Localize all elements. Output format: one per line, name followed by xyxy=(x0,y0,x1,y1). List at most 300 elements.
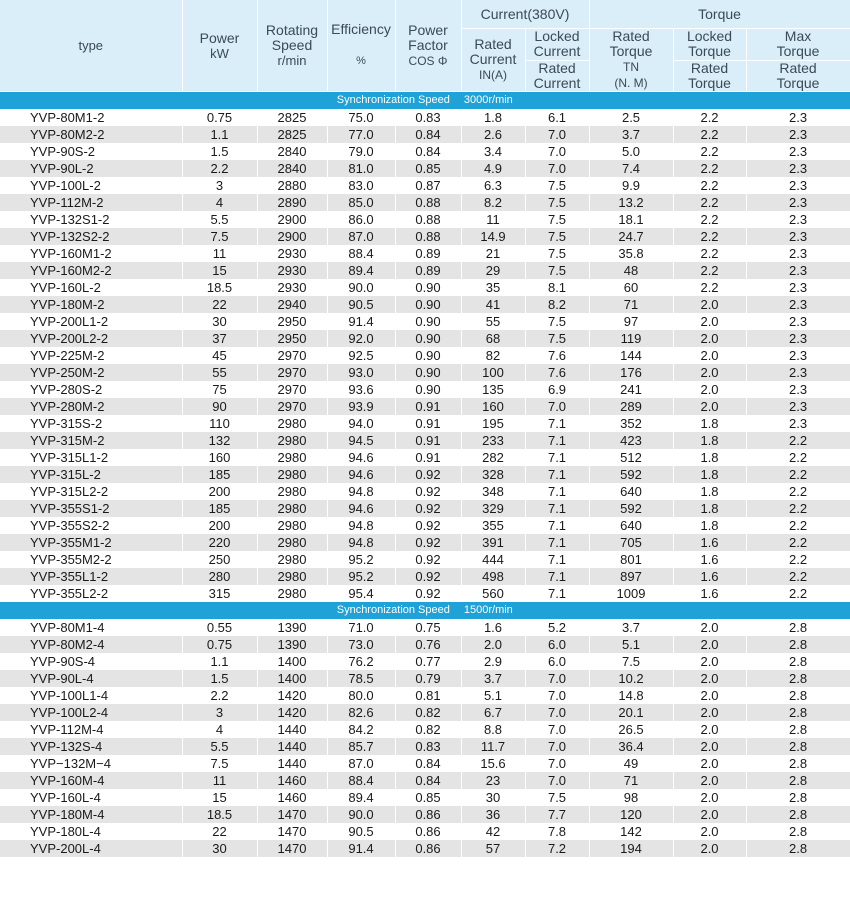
table-cell: 1390 xyxy=(257,636,327,653)
table-cell: 94.6 xyxy=(327,449,395,466)
table-cell: 2950 xyxy=(257,330,327,347)
table-cell: 7.5 xyxy=(525,228,589,245)
table-cell: 57 xyxy=(461,840,525,857)
table-cell: 2.0 xyxy=(673,704,746,721)
table-cell: 8.2 xyxy=(461,194,525,211)
table-cell: 2.0 xyxy=(673,364,746,381)
table-cell: 0.83 xyxy=(395,109,461,126)
table-cell: 7.0 xyxy=(525,721,589,738)
table-cell: 2.3 xyxy=(746,211,850,228)
table-cell: 1420 xyxy=(257,687,327,704)
table-cell: 90.5 xyxy=(327,823,395,840)
table-row xyxy=(0,670,850,687)
table-cell: 7.0 xyxy=(525,143,589,160)
header-locked-torque: Locked Torque xyxy=(673,29,746,61)
table-cell: 7.0 xyxy=(525,687,589,704)
table-cell: 2.0 xyxy=(461,636,525,653)
table-cell: 7.4 xyxy=(589,160,673,177)
cell-type: YVP-90S-4 xyxy=(0,653,182,670)
table-cell: 1390 xyxy=(257,619,327,636)
table-cell: 2.3 xyxy=(746,398,850,415)
table-cell: 119 xyxy=(589,330,673,347)
table-cell: 1.8 xyxy=(673,432,746,449)
table-cell: 14.8 xyxy=(589,687,673,704)
cell-type: YVP−132M−4 xyxy=(0,755,182,772)
table-cell: 1.8 xyxy=(673,415,746,432)
table-row xyxy=(0,177,850,194)
table-cell: 7.0 xyxy=(525,126,589,143)
table-cell: 26.5 xyxy=(589,721,673,738)
table-cell: 2840 xyxy=(257,143,327,160)
table-cell: 2.3 xyxy=(746,330,850,347)
table-cell: 7.1 xyxy=(525,534,589,551)
table-cell: 2970 xyxy=(257,398,327,415)
header-torque: Torque xyxy=(589,0,850,29)
table-cell: 315 xyxy=(182,585,257,602)
table-cell: 95.4 xyxy=(327,585,395,602)
table-cell: 4 xyxy=(182,194,257,211)
table-row xyxy=(0,245,850,262)
header-rated-current: Rated Current IN(A) xyxy=(461,29,525,92)
table-body xyxy=(0,92,850,858)
table-cell: 2.0 xyxy=(673,381,746,398)
table-cell: 6.1 xyxy=(525,109,589,126)
table-cell: 86.0 xyxy=(327,211,395,228)
table-cell: 2.8 xyxy=(746,636,850,653)
table-cell: 6.7 xyxy=(461,704,525,721)
table-cell: 13.2 xyxy=(589,194,673,211)
table-cell: 3.7 xyxy=(589,126,673,143)
table-cell: 35.8 xyxy=(589,245,673,262)
table-cell: 7.0 xyxy=(525,398,589,415)
table-cell: 0.91 xyxy=(395,398,461,415)
table-cell: 11 xyxy=(461,211,525,228)
table-cell: 0.81 xyxy=(395,687,461,704)
table-cell: 512 xyxy=(589,449,673,466)
cell-type: YVP-100L-2 xyxy=(0,177,182,194)
table-cell: 75.0 xyxy=(327,109,395,126)
table-cell: 2.8 xyxy=(746,704,850,721)
table-cell: 2.8 xyxy=(746,823,850,840)
table-cell: 329 xyxy=(461,500,525,517)
cell-type: YVP-280S-2 xyxy=(0,381,182,398)
table-row xyxy=(0,500,850,517)
header-rated-torque: Rated Torque TN (N. M) xyxy=(589,29,673,92)
table-cell: 22 xyxy=(182,823,257,840)
section-speed: 1500r/min xyxy=(463,604,513,616)
table-cell: 5.5 xyxy=(182,738,257,755)
cell-type: YVP-80M1-4 xyxy=(0,619,182,636)
table-cell: 185 xyxy=(182,466,257,483)
table-cell: 2.8 xyxy=(746,840,850,857)
table-row xyxy=(0,398,850,415)
table-cell: 0.75 xyxy=(182,109,257,126)
cell-type: YVP-132S1-2 xyxy=(0,211,182,228)
table-cell: 1009 xyxy=(589,585,673,602)
cell-type: YVP-355S2-2 xyxy=(0,517,182,534)
table-cell: 2.2 xyxy=(746,534,850,551)
cell-type: YVP-100L1-4 xyxy=(0,687,182,704)
table-cell: 15 xyxy=(182,262,257,279)
cell-type: YVP-315L-2 xyxy=(0,466,182,483)
table-cell: 2840 xyxy=(257,160,327,177)
cell-type: YVP-160L-2 xyxy=(0,279,182,296)
table-cell: 2.2 xyxy=(746,483,850,500)
table-cell: 2.3 xyxy=(746,279,850,296)
header-max-torque-rated: Rated Torque xyxy=(746,60,850,92)
table-cell: 82 xyxy=(461,347,525,364)
table-cell: 2880 xyxy=(257,177,327,194)
table-cell: 282 xyxy=(461,449,525,466)
table-cell: 85.7 xyxy=(327,738,395,755)
table-cell: 0.85 xyxy=(395,789,461,806)
table-cell: 2.6 xyxy=(461,126,525,143)
table-cell: 90.0 xyxy=(327,279,395,296)
table-cell: 71 xyxy=(589,296,673,313)
table-cell: 2970 xyxy=(257,381,327,398)
table-cell: 5.0 xyxy=(589,143,673,160)
table-cell: 8.8 xyxy=(461,721,525,738)
table-cell: 60 xyxy=(589,279,673,296)
table-cell: 0.76 xyxy=(395,636,461,653)
table-cell: 2.2 xyxy=(746,551,850,568)
cell-type: YVP-280M-2 xyxy=(0,398,182,415)
cell-type: YVP-315S-2 xyxy=(0,415,182,432)
table-cell: 2.2 xyxy=(182,160,257,177)
table-cell: 1.5 xyxy=(182,143,257,160)
table-row xyxy=(0,330,850,347)
table-cell: 7.5 xyxy=(525,330,589,347)
table-cell: 2930 xyxy=(257,279,327,296)
table-cell: 91.4 xyxy=(327,840,395,857)
table-cell: 1.1 xyxy=(182,126,257,143)
table-cell: 93.9 xyxy=(327,398,395,415)
table-cell: 2930 xyxy=(257,245,327,262)
table-cell: 7.2 xyxy=(525,840,589,857)
table-cell: 3.4 xyxy=(461,143,525,160)
table-cell: 3 xyxy=(182,177,257,194)
table-row xyxy=(0,721,850,738)
table-cell: 6.0 xyxy=(525,636,589,653)
table-cell: 7.5 xyxy=(525,313,589,330)
table-cell: 55 xyxy=(182,364,257,381)
table-cell: 6.3 xyxy=(461,177,525,194)
cell-type: YVP-80M1-2 xyxy=(0,109,182,126)
table-row xyxy=(0,432,850,449)
table-cell: 2.3 xyxy=(746,313,850,330)
table-row xyxy=(0,534,850,551)
cell-type: YVP-180L-4 xyxy=(0,823,182,840)
table-cell: 0.92 xyxy=(395,500,461,517)
table-cell: 280 xyxy=(182,568,257,585)
table-cell: 7.0 xyxy=(525,772,589,789)
table-cell: 0.89 xyxy=(395,245,461,262)
table-cell: 1420 xyxy=(257,704,327,721)
table-cell: 200 xyxy=(182,483,257,500)
table-cell: 7.1 xyxy=(525,483,589,500)
table-cell: 2.2 xyxy=(182,687,257,704)
table-cell: 1470 xyxy=(257,806,327,823)
table-cell: 2.2 xyxy=(673,279,746,296)
table-cell: 82.6 xyxy=(327,704,395,721)
table-cell: 705 xyxy=(589,534,673,551)
table-cell: 2.0 xyxy=(673,347,746,364)
table-row xyxy=(0,381,850,398)
table-cell: 0.86 xyxy=(395,840,461,857)
table-cell: 2.0 xyxy=(673,755,746,772)
table-cell: 7.5 xyxy=(525,177,589,194)
table-cell: 132 xyxy=(182,432,257,449)
table-cell: 897 xyxy=(589,568,673,585)
table-cell: 2.3 xyxy=(746,160,850,177)
table-cell: 2980 xyxy=(257,568,327,585)
table-cell: 88.4 xyxy=(327,772,395,789)
table-cell: 2.2 xyxy=(673,211,746,228)
cell-type: YVP-80M2-4 xyxy=(0,636,182,653)
table-cell: 0.84 xyxy=(395,126,461,143)
table-cell: 21 xyxy=(461,245,525,262)
table-cell: 1400 xyxy=(257,670,327,687)
table-cell: 0.86 xyxy=(395,806,461,823)
table-cell: 2.2 xyxy=(673,177,746,194)
table-cell: 0.55 xyxy=(182,619,257,636)
table-cell: 289 xyxy=(589,398,673,415)
table-cell: 0.84 xyxy=(395,772,461,789)
table-row xyxy=(0,636,850,653)
table-cell: 15 xyxy=(182,789,257,806)
table-cell: 7.1 xyxy=(525,517,589,534)
table-row xyxy=(0,806,850,823)
table-cell: 30 xyxy=(182,313,257,330)
table-cell: 7.5 xyxy=(589,653,673,670)
table-cell: 7.5 xyxy=(525,262,589,279)
table-cell: 348 xyxy=(461,483,525,500)
table-cell: 2.2 xyxy=(673,160,746,177)
table-cell: 95.2 xyxy=(327,551,395,568)
cell-type: YVP-355M1-2 xyxy=(0,534,182,551)
table-cell: 92.5 xyxy=(327,347,395,364)
table-cell: 7.1 xyxy=(525,466,589,483)
table-cell: 0.87 xyxy=(395,177,461,194)
table-cell: 1.6 xyxy=(673,534,746,551)
table-cell: 7.0 xyxy=(525,704,589,721)
header-speed: Rotating Speed r/min xyxy=(257,0,327,92)
table-row xyxy=(0,823,850,840)
table-cell: 2980 xyxy=(257,432,327,449)
table-cell: 2.2 xyxy=(673,143,746,160)
table-cell: 78.5 xyxy=(327,670,395,687)
table-cell: 592 xyxy=(589,466,673,483)
table-cell: 41 xyxy=(461,296,525,313)
table-cell: 2980 xyxy=(257,483,327,500)
table-cell: 36 xyxy=(461,806,525,823)
cell-type: YVP-180M-2 xyxy=(0,296,182,313)
table-cell: 2980 xyxy=(257,415,327,432)
table-cell: 3 xyxy=(182,704,257,721)
table-cell: 2.8 xyxy=(746,619,850,636)
table-cell: 0.92 xyxy=(395,534,461,551)
header-current: Current(380V) xyxy=(461,0,589,29)
table-row xyxy=(0,738,850,755)
table-cell: 1460 xyxy=(257,772,327,789)
table-cell: 93.0 xyxy=(327,364,395,381)
table-cell: 7.1 xyxy=(525,551,589,568)
table-cell: 14.9 xyxy=(461,228,525,245)
table-cell: 55 xyxy=(461,313,525,330)
cell-type: YVP-355S1-2 xyxy=(0,500,182,517)
table-cell: 85.0 xyxy=(327,194,395,211)
table-cell: 801 xyxy=(589,551,673,568)
table-cell: 144 xyxy=(589,347,673,364)
table-cell: 0.77 xyxy=(395,653,461,670)
table-cell: 1.8 xyxy=(673,466,746,483)
table-cell: 48 xyxy=(589,262,673,279)
table-row xyxy=(0,143,850,160)
table-cell: 0.91 xyxy=(395,415,461,432)
table-cell: 29 xyxy=(461,262,525,279)
table-cell: 98 xyxy=(589,789,673,806)
table-cell: 2.0 xyxy=(673,789,746,806)
table-cell: 0.90 xyxy=(395,347,461,364)
table-cell: 1470 xyxy=(257,823,327,840)
table-cell: 2.0 xyxy=(673,738,746,755)
table-cell: 2.0 xyxy=(673,398,746,415)
header-type: type xyxy=(0,0,182,92)
table-row xyxy=(0,568,850,585)
table-row xyxy=(0,585,850,602)
table-cell: 36.4 xyxy=(589,738,673,755)
table-cell: 4.9 xyxy=(461,160,525,177)
table-cell: 2.3 xyxy=(746,415,850,432)
table-cell: 2.3 xyxy=(746,194,850,211)
table-cell: 6.0 xyxy=(525,653,589,670)
table-cell: 1.1 xyxy=(182,653,257,670)
header-power-factor: Power Factor COS Φ xyxy=(395,0,461,92)
table-cell: 185 xyxy=(182,500,257,517)
table-cell: 160 xyxy=(182,449,257,466)
cell-type: YVP-80M2-2 xyxy=(0,126,182,143)
table-cell: 2.2 xyxy=(673,126,746,143)
table-cell: 79.0 xyxy=(327,143,395,160)
table-cell: 71.0 xyxy=(327,619,395,636)
table-cell: 22 xyxy=(182,296,257,313)
table-cell: 0.88 xyxy=(395,194,461,211)
table-cell: 423 xyxy=(589,432,673,449)
section-header xyxy=(0,602,850,619)
table-cell: 24.7 xyxy=(589,228,673,245)
table-cell: 30 xyxy=(461,789,525,806)
cell-type: YVP-90S-2 xyxy=(0,143,182,160)
table-cell: 94.6 xyxy=(327,466,395,483)
table-cell: 0.88 xyxy=(395,211,461,228)
table-cell: 7.5 xyxy=(525,211,589,228)
table-cell: 1460 xyxy=(257,789,327,806)
table-cell: 77.0 xyxy=(327,126,395,143)
cell-type: YVP-250M-2 xyxy=(0,364,182,381)
cell-type: YVP-355L1-2 xyxy=(0,568,182,585)
table-cell: 1.5 xyxy=(182,670,257,687)
table-row xyxy=(0,364,850,381)
table-cell: 2.0 xyxy=(673,806,746,823)
header-max-torque: Max Torque xyxy=(746,29,850,61)
table-cell: 49 xyxy=(589,755,673,772)
table-cell: 2.8 xyxy=(746,670,850,687)
table-cell: 1.6 xyxy=(673,551,746,568)
table-cell: 7.0 xyxy=(525,670,589,687)
table-cell: 110 xyxy=(182,415,257,432)
table-cell: 7.6 xyxy=(525,364,589,381)
header-locked-current: Locked Current xyxy=(525,29,589,61)
table-cell: 0.90 xyxy=(395,364,461,381)
table-cell: 7.5 xyxy=(525,245,589,262)
table-cell: 11 xyxy=(182,245,257,262)
table-cell: 1.8 xyxy=(673,500,746,517)
table-cell: 2.3 xyxy=(746,381,850,398)
table-cell: 89.4 xyxy=(327,789,395,806)
table-cell: 9.9 xyxy=(589,177,673,194)
table-row xyxy=(0,653,850,670)
table-cell: 5.1 xyxy=(461,687,525,704)
table-cell: 2900 xyxy=(257,228,327,245)
table-cell: 15.6 xyxy=(461,755,525,772)
section-label: Synchronization Speed xyxy=(336,94,450,106)
table-cell: 0.83 xyxy=(395,738,461,755)
table-cell: 7.0 xyxy=(525,738,589,755)
table-cell: 2.3 xyxy=(746,126,850,143)
table-cell: 2.0 xyxy=(673,670,746,687)
table-cell: 2.0 xyxy=(673,313,746,330)
table-cell: 97 xyxy=(589,313,673,330)
table-cell: 2.0 xyxy=(673,721,746,738)
table-cell: 0.84 xyxy=(395,143,461,160)
table-cell: 7.1 xyxy=(525,585,589,602)
cell-type: YVP-160M-4 xyxy=(0,772,182,789)
cell-type: YVP-112M-2 xyxy=(0,194,182,211)
table-cell: 0.90 xyxy=(395,330,461,347)
section-header xyxy=(0,92,850,110)
cell-type: YVP-100L2-4 xyxy=(0,704,182,721)
table-cell: 7.6 xyxy=(525,347,589,364)
table-cell: 0.90 xyxy=(395,313,461,330)
table-cell: 2.2 xyxy=(673,262,746,279)
table-cell: 1.8 xyxy=(673,517,746,534)
table-row xyxy=(0,755,850,772)
table-cell: 7.0 xyxy=(525,755,589,772)
table-cell: 94.6 xyxy=(327,500,395,517)
table-cell: 37 xyxy=(182,330,257,347)
table-cell: 135 xyxy=(461,381,525,398)
table-row xyxy=(0,449,850,466)
table-cell: 0.91 xyxy=(395,432,461,449)
cell-type: YVP-200L2-2 xyxy=(0,330,182,347)
table-cell: 2.2 xyxy=(746,500,850,517)
table-cell: 0.88 xyxy=(395,228,461,245)
table-cell: 2970 xyxy=(257,364,327,381)
table-cell: 2.8 xyxy=(746,653,850,670)
table-cell: 20.1 xyxy=(589,704,673,721)
table-cell: 2.0 xyxy=(673,636,746,653)
table-cell: 2.0 xyxy=(673,653,746,670)
table-cell: 2.2 xyxy=(746,449,850,466)
table-cell: 94.0 xyxy=(327,415,395,432)
table-cell: 71 xyxy=(589,772,673,789)
table-cell: 0.82 xyxy=(395,721,461,738)
table-cell: 2.2 xyxy=(746,568,850,585)
table-cell: 200 xyxy=(182,517,257,534)
table-cell: 2.8 xyxy=(746,721,850,738)
table-cell: 2980 xyxy=(257,466,327,483)
table-cell: 2.3 xyxy=(746,347,850,364)
